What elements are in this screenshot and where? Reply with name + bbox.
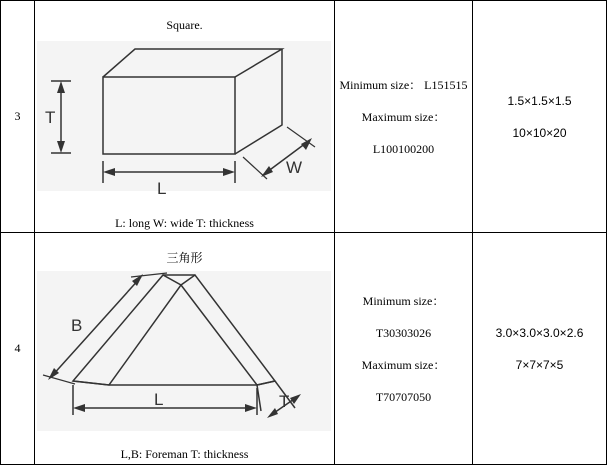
shape-title: Square.	[166, 18, 203, 32]
shape-caption: L,B: Foreman T: thickness	[120, 447, 249, 461]
t-label: T	[279, 392, 290, 411]
dimension-value: 1.5×1.5×1.5	[507, 93, 572, 108]
shape-cell	[35, 1, 335, 233]
size-line: Maximum size：	[361, 109, 446, 124]
l-label: L	[157, 179, 167, 198]
triangle-drawing	[35, 233, 334, 464]
size-line: Minimum size： L151515	[339, 77, 468, 92]
size-cell	[335, 1, 473, 233]
table-row	[1, 1, 607, 233]
dimension-value: 3.0×3.0×3.0×2.6	[495, 325, 584, 340]
dimension-cell	[473, 233, 607, 465]
cuboid-drawing	[35, 1, 334, 232]
size-line: T70707050	[375, 389, 432, 404]
size-line: L100100200	[372, 141, 435, 156]
shape-caption: L: long W: wide T: thickness	[115, 216, 254, 230]
table-row	[1, 233, 607, 465]
shape-cell	[35, 233, 335, 465]
t-label: T	[45, 108, 56, 127]
size-line: T30303026	[375, 325, 432, 340]
l-label: L	[154, 390, 164, 409]
dimension-cell	[473, 1, 607, 233]
row-number: 4	[1, 233, 35, 465]
shape-title: 三角形	[166, 251, 203, 265]
dimension-value: 10×10×20	[512, 125, 567, 140]
size-line: Minimum size：	[362, 293, 445, 308]
dimension-value: 7×7×7×5	[515, 357, 564, 372]
row-number: 3	[1, 1, 35, 233]
size-cell	[335, 233, 473, 465]
b-label: B	[71, 316, 83, 335]
w-label: W	[286, 158, 303, 177]
size-line: Maximum size：	[361, 357, 446, 372]
